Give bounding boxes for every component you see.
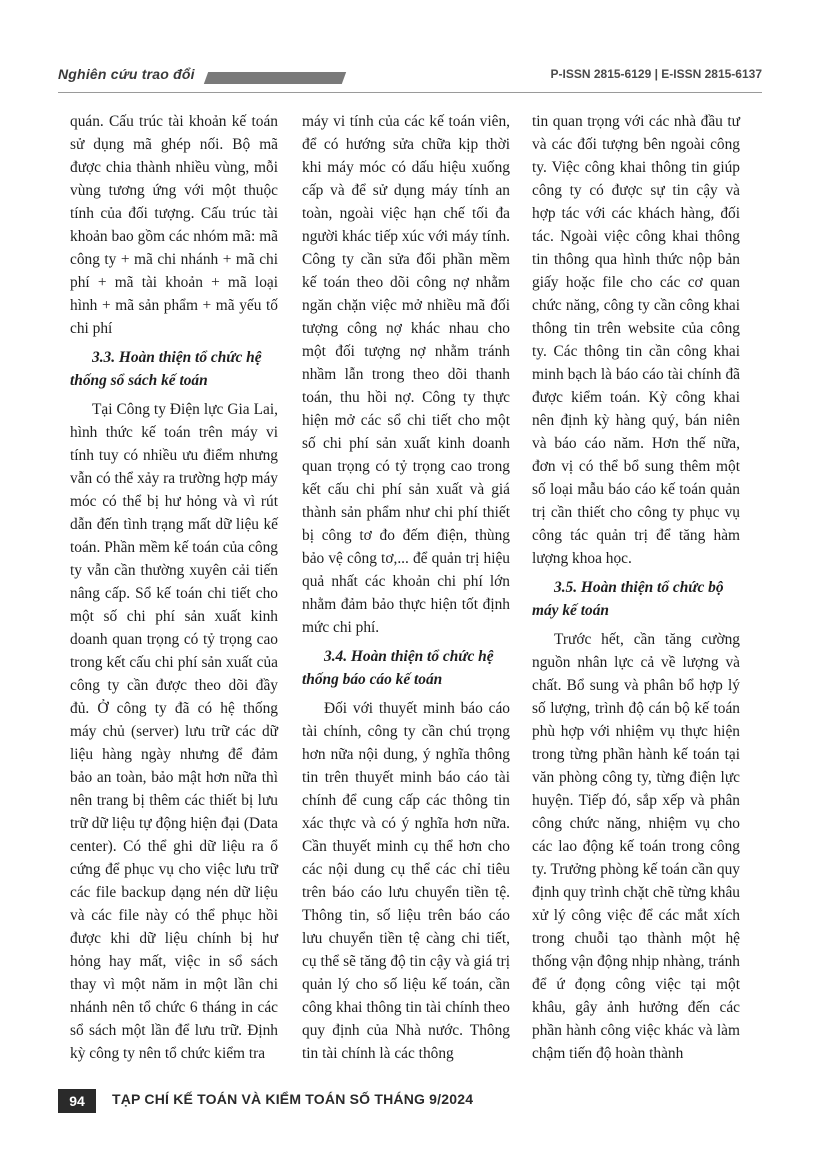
journal-title: TẠP CHÍ KẾ TOÁN VÀ KIỂM TOÁN SỐ THÁNG 9/2024 [112,1091,474,1107]
paragraph: Trước hết, cần tăng cường nguồn nhân lực cả về lượng và chất. Bổ sung và phân bổ hợp lý số lượng, trình độ cán bộ kế toán phù hợp với nhiệm vụ thực hiện trong từng phần hành kế toán tại văn phòng công ty, từng điện lực huyện. Tiếp đó, sắp xếp và phân công chức năng, nhiệm vụ cho các lao động kế toán trong công ty. Trưởng phòng kế toán cần quy định quy trình chặt chẽ từng khâu xử lý công việc để các mắt xích trong chuỗi tạo thành một hệ thống vận động nhịp nhàng, tránh để ứ đọng công việc tại một khâu, gây ảnh hưởng đến các phần hành công việc khác và làm chậm tiến độ hoàn thành [532,631,740,1062]
section-heading-3-3: 3.3. Hoàn thiện tổ chức hệ thống sổ sách kế toán [70,349,262,389]
section-title: Nghiên cứu trao đổi [58,66,195,82]
header-decor-bar [204,72,346,84]
section-heading-3-4: 3.4. Hoàn thiện tổ chức hệ thống báo cáo kế toán [302,648,494,688]
paragraph: Tại Công ty Điện lực Gia Lai, hình thức kế toán trên máy vi tính tuy có nhiều ưu điểm nhưng vẫn có thể xảy ra trường hợp máy móc có thể bị hư hỏng và vì rút dẫn đến tình trạng mất dữ liệu kế toán. Phần mềm kế toán của công ty vẫn cần thường xuyên cải tiến nâng cấp. Sổ kế toán chi tiết cho một số chi phí sản xuất kinh doanh quan trọng có tỷ trọng cao trong kết cấu chi phí sản xuất của công ty cần được theo dõi đầy đủ. Ở công ty đã có hệ thống máy chủ (server) lưu trữ các dữ liệu hàng ngày nhưng để đảm bảo an toàn, bảo mật hơn nữa thì nên trang bị thêm các thiết bị lưu trữ dữ liệu tự động hiện đại (Data center). Có thể ghi dữ liệu ra ổ cứng để phục vụ cho việc lưu trữ các file backup dạng nén dữ liệu và các file này có thể phục hồi được khi dữ liệu chính bị hư hỏng hay mất, việc in sổ sách thay vì một năm in một lần chi nhánh nên tổ chức 6 tháng in các sổ sách một lần để lưu trữ. Định kỳ công ty nên tổ chức kiểm tra [70,401,278,1062]
page-number: 94 [58,1089,96,1113]
paragraph: quán. Cấu trúc tài khoản kế toán sử dụng mã ghép nối. Bộ mã được chia thành nhiều vùng, mỗi vùng tương ứng với một thuộc tính của đối tượng. Cấu trúc tài khoản bao gồm các nhóm mã: mã công ty + mã chi nhánh + mã chi phí + mã tài khoản + mã loại hình + mã sản phẩm + mã yếu tố chi phí [70,113,278,337]
column-2 [302,110,510,1068]
paragraph: máy vi tính của các kế toán viên, để có hướng sửa chữa kịp thời khi máy móc có dấu hiệu xuống cấp và để sử dụng máy tính an toàn, ngoài việc hạn chế tối đa người khác tiếp xúc với máy tính. Công ty cần sửa đổi phần mềm kế toán theo dõi công nợ nhằm ngăn chặn việc mở nhiều mã đối tượng công nợ khác nhau cho một đối tượng nợ nhằm tránh nhầm lẫn trong theo dõi thanh toán, thu hồi nợ. Công ty thực hiện mở các sổ chi tiết cho một số chi phí sản xuất kinh doanh quan trọng có tỷ trọng cao trong kết cấu chi phí sản xuất và giá thành sản phẩm như chi phí thiết bị công tơ đo đếm điện, thùng bảo vệ công tơ,... để quản trị hiệu quả nhất các khoản chi phí lớn nhằm đảm bảo thực hiện tốt định mức chi phí. [302,113,510,636]
page-footer [58,1089,762,1115]
column-1 [70,110,278,1068]
issn-label: P-ISSN 2815-6129 | E-ISSN 2815-6137 [550,67,762,81]
paragraph: tin quan trọng với các nhà đầu tư và các đối tượng bên ngoài công ty. Việc công khai thông tin giúp công ty có được sự tin cậy và hợp tác với các khách hàng, đối tác. Ngoài việc công khai thông tin thông qua hình thức nộp bản giấy hoặc file cho các cơ quan chức năng, công ty cần công khai thông tin trên website của công ty. Các thông tin cần công khai minh bạch là báo cáo tài chính đã được kiểm toán. Kỳ công khai nên định kỳ hàng quý, bán niên và báo cáo năm. Hơn thế nữa, đơn vị có thể bổ sung thêm một số loại mẫu báo cáo kế toán quản trị cần thiết cho công ty phục vụ công tác quản trị để tăng hàm lượng khoa học. [532,113,740,567]
column-3 [532,110,740,1068]
header-divider [58,92,762,93]
page-header [58,64,762,90]
section-heading-3-5: 3.5. Hoàn thiện tổ chức bộ máy kế toán [532,579,724,619]
paragraph: Đối với thuyết minh báo cáo tài chính, công ty cần chú trọng hơn nữa nội dung, ý nghĩa thông tin trên thuyết minh báo cáo tài chính để cung cấp các thông tin xác thực và có ý nghĩa hơn nữa. Cần thuyết minh cụ thể hơn cho các nội dung cụ thể các chỉ tiêu trên báo cáo lưu chuyển tiền tệ. Thông tin, số liệu trên báo cáo lưu chuyển tiền tệ càng chi tiết, cụ thể sẽ tăng độ tin cậy và giá trị quản lý cho số liệu kế toán, cần công khai thông tin tài chính theo quy định của Nhà nước. Thông tin tài chính là các thông [302,700,510,1062]
